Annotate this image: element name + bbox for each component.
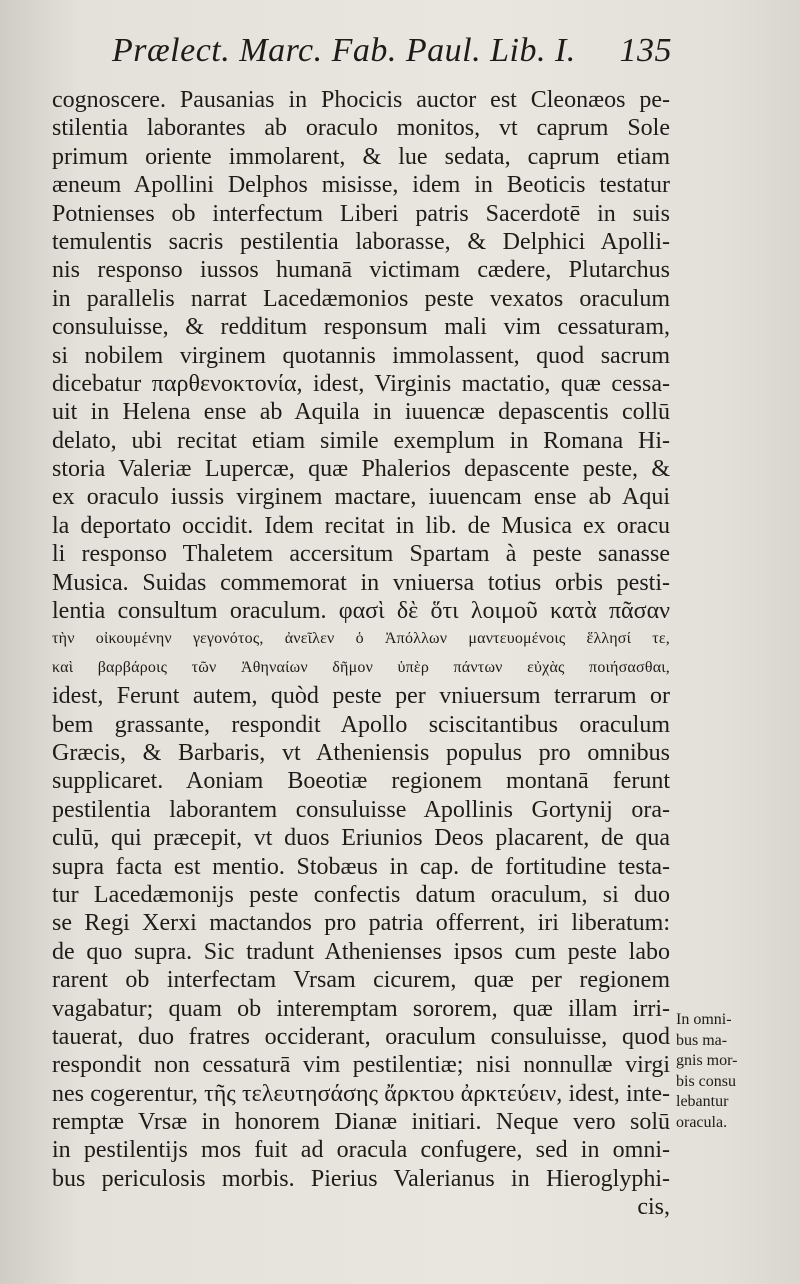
text-line: pestilentia laborantem consuluisse Apollinis Gortynij ora- — [52, 796, 670, 823]
body-text — [52, 86, 670, 1222]
text-line: bem grassante, respondit Apollo sciscitantibus oraculum — [52, 711, 670, 738]
text-line: nis responso iussos humanā victimam cædere, Plutarchus — [52, 257, 670, 284]
text-line: idest, Ferunt autem, quòd peste per vniuersum terrarum or — [52, 683, 670, 710]
text-line: vagabatur; quam ob interemptam sororem, quæ illam irri- — [52, 995, 670, 1022]
margin-note-line: lebantur — [676, 1093, 729, 1111]
text-line: cognoscere. Pausanias in Phocicis auctor est Cleonæos pe- — [52, 87, 670, 113]
text-line: de quo supra. Sic tradunt Athenienses ipsos cum peste labo — [52, 938, 670, 965]
text-line: se Regi Xerxi mactandos pro patria offerrent, iri liberatum: — [52, 910, 670, 937]
text-line: primum oriente immolarent, & lue sedata, caprum etiam — [52, 143, 670, 170]
text-line: supra facta est mentio. Stobæus in cap. de fortitudine testa- — [52, 853, 670, 880]
greek-text-line: καὶ βαρβάροις τῶν Ἀθηναίων δῆμον ὑπὲρ πάντων εὐχὰς ποιήσασθαι, — [52, 658, 670, 676]
text-line: consuluisse, & redditum responsum mali vim cessaturam, — [52, 314, 670, 341]
text-line: remptæ Vrsæ in honorem Dianæ initiari. Neque vero solū — [52, 1109, 670, 1136]
margin-note-line: bis consu — [676, 1072, 736, 1090]
text-line: si nobilem virginem quotannis immolassent, quod sacrum — [52, 342, 670, 369]
page-header — [112, 28, 672, 78]
text-line: li responso Thaletem accersitum Spartam à peste sanasse — [52, 541, 670, 568]
text-line: lentia consultum oraculum. φασὶ δὲ ὅτι λοιμοῦ κατὰ πᾶσαν — [52, 598, 670, 625]
text-line: Musica. Suidas commemorat in vniuersa totius orbis pesti- — [52, 569, 670, 596]
text-line: tauerat, duo fratres occiderant, oraculum consuluisse, quod — [52, 1023, 670, 1050]
greek-text-line: τὴν οἰκουμένην γεγονότος, ἀνεῖλεν ὁ Ἀπόλλων μαντευομένοις ἕλλησί τε, — [52, 630, 670, 648]
text-line: ex oraculo iussis virginem mactare, iuuencam ense ab Aqui — [52, 484, 670, 511]
text-line: æneum Apollini Delphos misisse, idem in Beoticis testatur — [52, 172, 670, 199]
text-line: nes cogerentur, τῆς τελευτησάσης ἄρκτου ἀρκτεύειν, idest, inte- — [52, 1080, 670, 1107]
text-line: in parallelis narrat Lacedæmonios peste vexatos oraculum — [52, 285, 670, 312]
margin-note-line: gnis mor- — [676, 1052, 738, 1070]
margin-note — [676, 1010, 794, 1134]
text-line: la deportato occidit. Idem recitat in lib. de Musica ex oracu — [52, 512, 670, 539]
text-line: uit in Helena ense ab Aquila in iuuencæ depascentis collū — [52, 399, 670, 426]
running-title: Prælect. Marc. Fab. Paul. Lib. I. — [112, 32, 576, 69]
text-line: supplicaret. Aoniam Boeotiæ regionem montanā ferunt — [52, 768, 670, 795]
text-line: stilentia laborantes ab oraculo monitos, vt caprum Sole — [52, 115, 670, 142]
text-line: in pestilentijs mos fuit ad oracula confugere, sed in omni- — [52, 1137, 670, 1164]
text-line: delato, ubi recitat etiam simile exemplum in Romana Hi- — [52, 427, 670, 454]
text-line: dicebatur παρθενοκτονία, idest, Virginis mactatio, quæ cessa- — [52, 370, 670, 397]
text-line: Græcis, & Barbaris, vt Atheniensis populus pro omnibus — [52, 739, 670, 766]
text-line: rarent ob interfectam Vrsam cicurem, quæ per regionem — [52, 967, 670, 994]
text-line: tur Lacedæmonijs peste confectis datum oraculum, si duo — [52, 881, 670, 908]
page-number: 135 — [619, 32, 672, 69]
margin-note-line: In omni- — [676, 1011, 732, 1028]
text-line: temulentis sacris pestilentia laborasse, & Delphici Apolli- — [52, 228, 670, 255]
text-line: cis, — [637, 1194, 670, 1221]
margin-note-line: bus ma- — [676, 1031, 728, 1049]
text-line: Potnienses ob interfectum Liberi patris Sacerdotē in suis — [52, 200, 670, 227]
text-line: culū, qui præcepit, vt duos Eriunios Deos placarent, de qua — [52, 825, 670, 852]
text-line: storia Valeriæ Lupercæ, quæ Phalerios depascente peste, & — [52, 456, 670, 483]
text-line: respondit non cessaturā vim pestilentiæ; nisi nonnullæ virgi — [52, 1052, 670, 1079]
margin-note-line: oracula. — [676, 1113, 728, 1131]
text-line: bus periculosis morbis. Pierius Valerianus in Hieroglyphi- — [52, 1165, 670, 1192]
